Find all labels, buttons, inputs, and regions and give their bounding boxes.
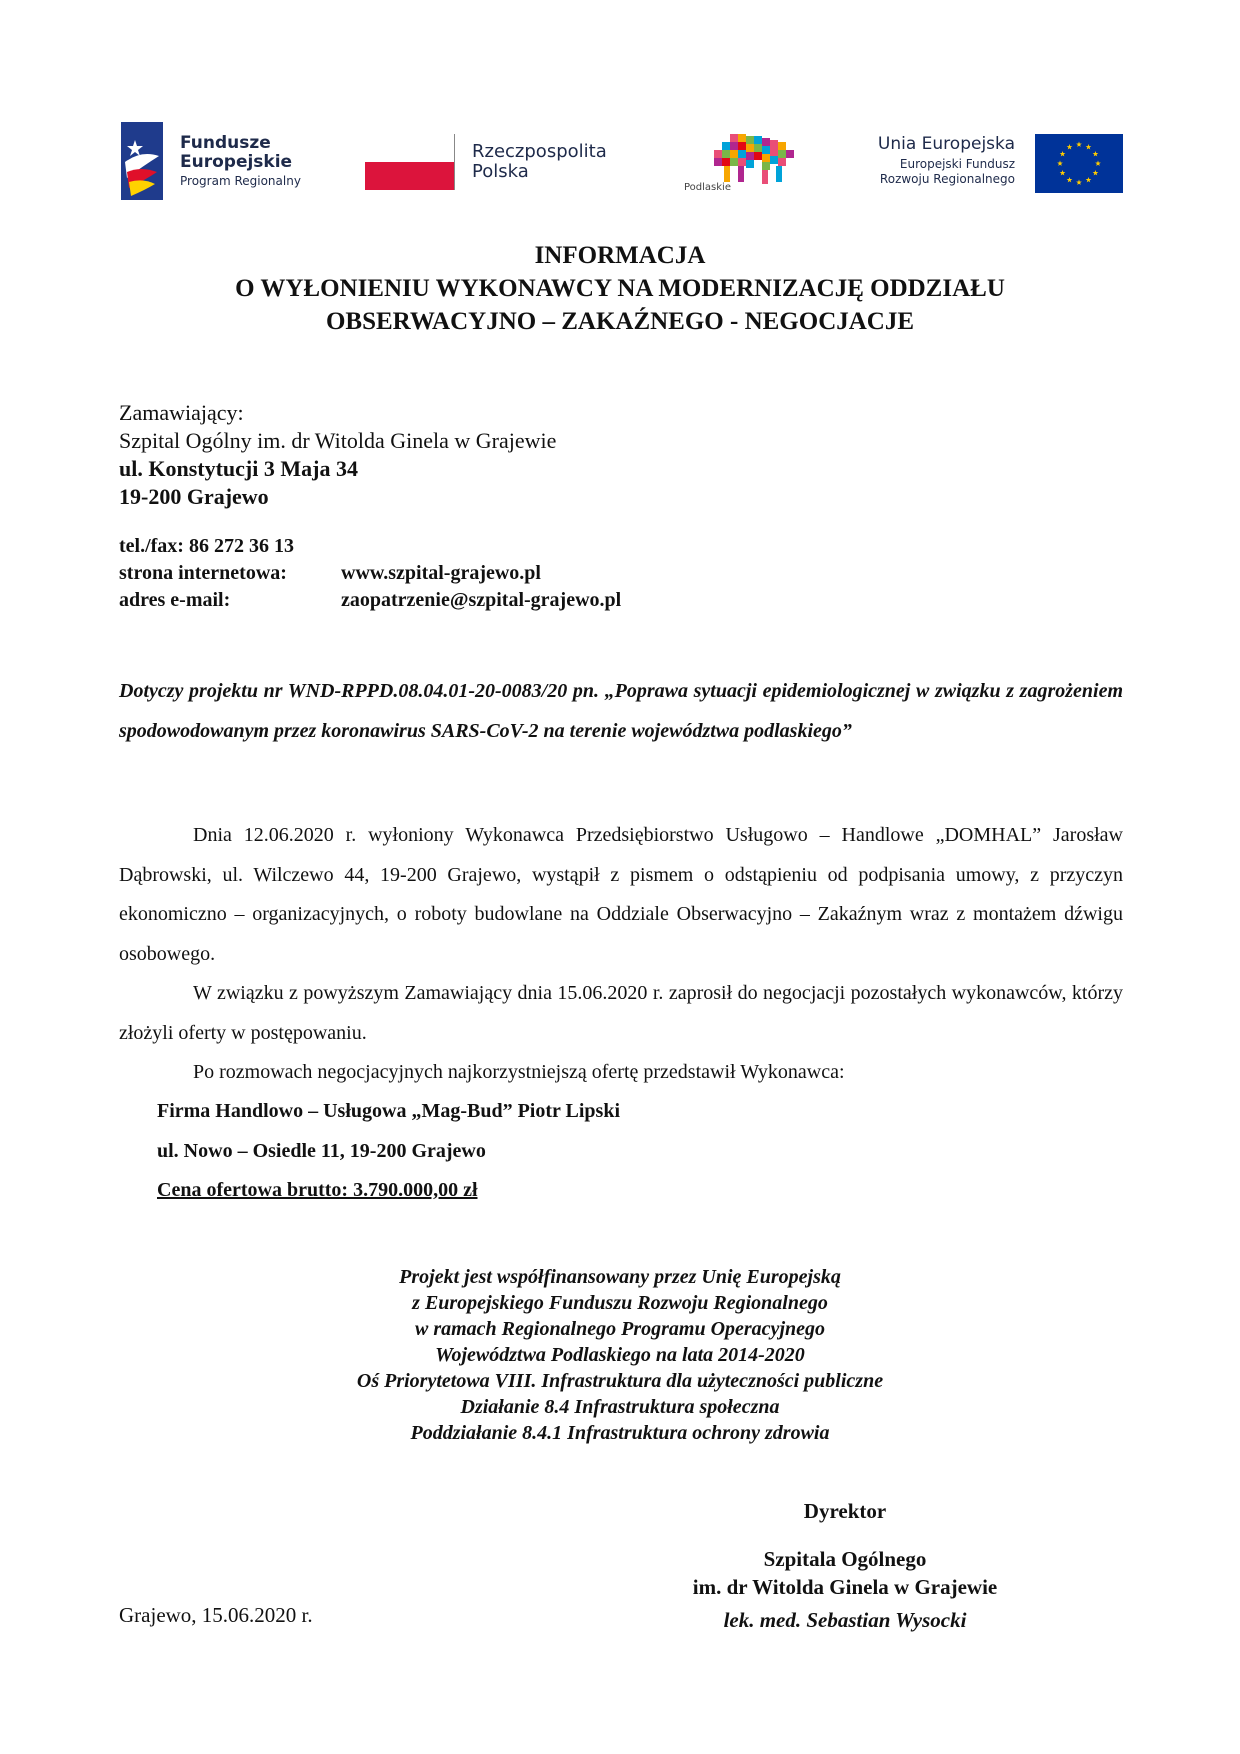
contact-email-label: adres e-mail: bbox=[119, 589, 231, 611]
cofinancing-line-3: w ramach Regionalnego Programu Operacyjnego bbox=[414, 1318, 825, 1340]
winner-name: Firma Handlowo – Usługowa „Mag-Bud” Piotr Lipski bbox=[157, 1100, 621, 1122]
eu-flag-icon bbox=[1035, 134, 1123, 193]
contact-web-row bbox=[119, 560, 819, 587]
signature-title: Dyrektor bbox=[803, 1499, 887, 1523]
offer-price: Cena ofertowa brutto: 3.790.000,00 zł bbox=[157, 1179, 478, 1201]
signature-name: lek. med. Sebastian Wysocki bbox=[723, 1608, 967, 1632]
unia-europejska-logo bbox=[850, 134, 1015, 187]
polish-flag-icon bbox=[365, 134, 455, 190]
podlaskie-bison-icon bbox=[700, 134, 800, 186]
contact-block bbox=[119, 533, 819, 614]
signature-org1: Szpitala Ogólnego bbox=[763, 1547, 927, 1571]
signature-block bbox=[632, 1497, 1058, 1634]
heading-line3: OBSERWACYJNO – ZAKAŹNEGO - NEGOCJACJE bbox=[325, 308, 915, 335]
fe-line1: Fundusze bbox=[180, 133, 271, 153]
rp-line1: Rzeczpospolita bbox=[472, 141, 607, 162]
contact-email-link[interactable]: zaopatrzenie@szpital-grajewo.pl bbox=[341, 589, 622, 611]
heading-line2: O WYŁONIENIU WYKONAWCY NA MODERNIZACJĘ ODDZIAŁU bbox=[235, 275, 1005, 302]
body-paragraph-3: Po rozmowach negocjacyjnych najkorzystniejszą ofertę przedstawił Wykonawca: bbox=[193, 1061, 845, 1083]
ordering-name: Szpital Ogólny im. dr Witolda Ginela w Grajewie bbox=[119, 428, 557, 453]
project-reference: Dotyczy projektu nr WND-RPPD.08.04.01-20-0083/20 pn. „Poprawa sytuacji epidemiologicznej w związku z zagrożeniem spodowodowanym przez koronawirus SARS-CoV-2 na terenie województwa podlaskiego” bbox=[119, 680, 1123, 742]
ordering-street: ul. Konstytucji 3 Maja 34 bbox=[119, 456, 358, 481]
cofinancing-line-2: z Europejskiego Funduszu Rozwoju Regionalnego bbox=[412, 1292, 828, 1314]
podlaskie-label: Podlaskie bbox=[684, 182, 731, 193]
contact-phone: tel./fax: 86 272 36 13 bbox=[119, 535, 294, 557]
ordering-label: Zamawiający: bbox=[119, 400, 244, 425]
signature-org2: im. dr Witolda Ginela w Grajewie bbox=[692, 1575, 998, 1599]
cofinancing-note bbox=[0, 1264, 1240, 1446]
contact-web-link[interactable]: www.szpital-grajewo.pl bbox=[341, 562, 541, 584]
logo-bar bbox=[0, 110, 1240, 210]
ordering-city: 19-200 Grajewo bbox=[119, 484, 269, 509]
fe-line2: Europejskie bbox=[180, 152, 293, 172]
fundusze-europejskie-logo bbox=[180, 134, 301, 188]
document-heading bbox=[0, 239, 1240, 338]
ue-line3: Rozwoju Regionalnego bbox=[879, 172, 1015, 186]
ue-line1: Unia Europejska bbox=[877, 134, 1015, 154]
fe-line3: Program Regionalny bbox=[180, 174, 301, 188]
fundusze-europejskie-icon bbox=[121, 122, 163, 200]
winner-address: ul. Nowo – Osiedle 11, 19-200 Grajewo bbox=[157, 1140, 486, 1162]
cofinancing-line-4: Województwa Podlaskiego na lata 2014-2020 bbox=[435, 1344, 805, 1366]
rp-line2: Polska bbox=[472, 161, 529, 182]
rzeczpospolita-logo bbox=[472, 142, 607, 182]
cofinancing-line-7: Poddziałanie 8.4.1 Infrastruktura ochrony zdrowia bbox=[410, 1422, 830, 1444]
body-paragraph-2: W związku z powyższym Zamawiający dnia 15.06.2020 r. zaprosił do negocjacji pozostałych wykonawców, którzy złożyli oferty w postępowaniu. bbox=[119, 982, 1123, 1044]
document-date: Grajewo, 15.06.2020 r. bbox=[119, 1603, 313, 1627]
cofinancing-line-6: Działanie 8.4 Infrastruktura społeczna bbox=[460, 1396, 780, 1418]
ue-line2: Europejski Fundusz bbox=[899, 157, 1015, 171]
cofinancing-line-5: Oś Priorytetowa VIII. Infrastruktura dla użyteczności publiczne bbox=[356, 1370, 884, 1392]
contact-email-row bbox=[119, 587, 819, 614]
cofinancing-line-1: Projekt jest współfinansowany przez Unię Europejską bbox=[399, 1266, 841, 1288]
ordering-party bbox=[119, 399, 556, 511]
heading-line1: INFORMACJA bbox=[534, 242, 706, 269]
contact-web-label: strona internetowa: bbox=[119, 562, 287, 584]
body-paragraph-1: Dnia 12.06.2020 r. wyłoniony Wykonawca Przedsiębiorstwo Usługowo – Handlowe „DOMHAL” Jarosław Dąbrowski, ul. Wilczewo 44, 19-200 Grajewo, wystąpił z pismem o odstąpieniu od podpisania umowy, z przyczyn ekonomiczno – organizacyjnych, o roboty budowlane na Oddziale Obserwacyjno – Zakaźnym wraz z montażem dźwigu osobowego. bbox=[119, 824, 1123, 965]
